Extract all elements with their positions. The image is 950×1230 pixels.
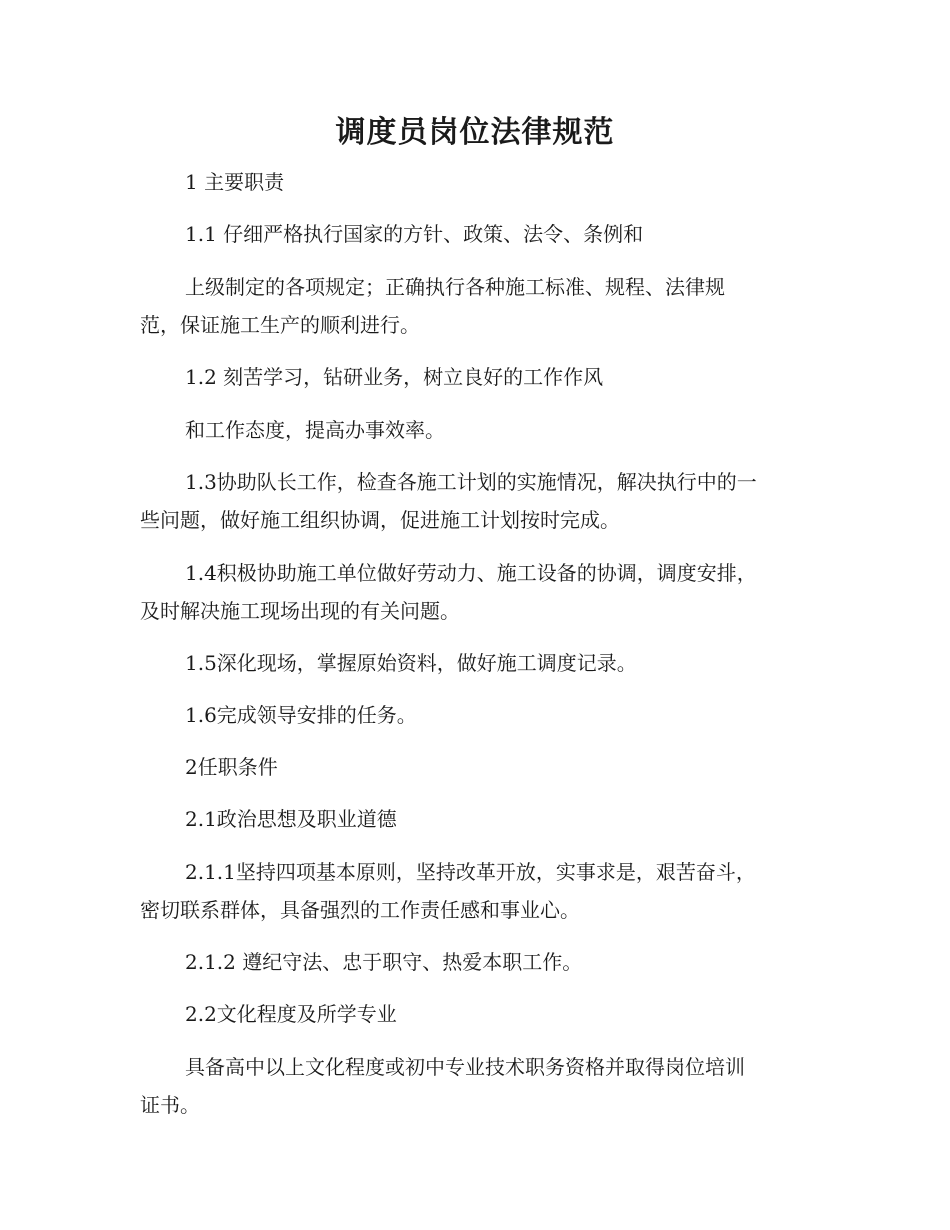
paragraph-1-3: 1.3协助队长工作，检查各施工计划的实施情况，解决执行中的一	[185, 470, 757, 494]
paragraph-1-2-cont: 和工作态度，提高办事效率。	[185, 418, 445, 442]
paragraph-1-1: 1.1 仔细严格执行国家的方针、政策、法令、条例和	[185, 222, 644, 246]
paragraph-1-3-cont: 些问题，做好施工组织协调，促进施工计划按时完成。	[140, 508, 620, 532]
paragraph-2-1-2: 2.1.2 遵纪守法、忠于职守、热爱本职工作。	[185, 950, 583, 974]
paragraph-2-1-1: 2.1.1坚持四项基本原则，坚持改革开放，实事求是，艰苦奋斗，	[185, 860, 756, 884]
paragraph-2-1-1-cont: 密切联系群体，具备强烈的工作责任感和事业心。	[140, 898, 580, 922]
section-heading-1: 1 主要职责	[185, 170, 285, 194]
paragraph-2-2: 2.2文化程度及所学专业	[185, 1002, 397, 1026]
paragraph-1-1-cont: 上级制定的各项规定；正确执行各种施工标准、规程、法律规	[185, 275, 725, 299]
paragraph-2-2-body-cont: 证书。	[140, 1093, 200, 1117]
paragraph-1-6: 1.6完成领导安排的任务。	[185, 703, 417, 727]
section-heading-2: 2任职条件	[185, 755, 278, 779]
paragraph-2-2-body: 具备高中以上文化程度或初中专业技术职务资格并取得岗位培训	[185, 1055, 745, 1079]
paragraph-2-1: 2.1政治思想及职业道德	[185, 807, 397, 831]
paragraph-1-4: 1.4积极协助施工单位做好劳动力、施工设备的协调，调度安排，	[185, 561, 757, 585]
paragraph-1-4-cont: 及时解决施工现场出现的有关问题。	[140, 599, 460, 623]
paragraph-1-5: 1.5深化现场，掌握原始资料，做好施工调度记录。	[185, 651, 637, 675]
document-title: 调度员岗位法律规范	[335, 115, 615, 150]
paragraph-1-2: 1.2 刻苦学习，钻研业务，树立良好的工作作风	[185, 365, 604, 389]
paragraph-1-1-cont2: 范，保证施工生产的顺利进行。	[140, 313, 420, 337]
